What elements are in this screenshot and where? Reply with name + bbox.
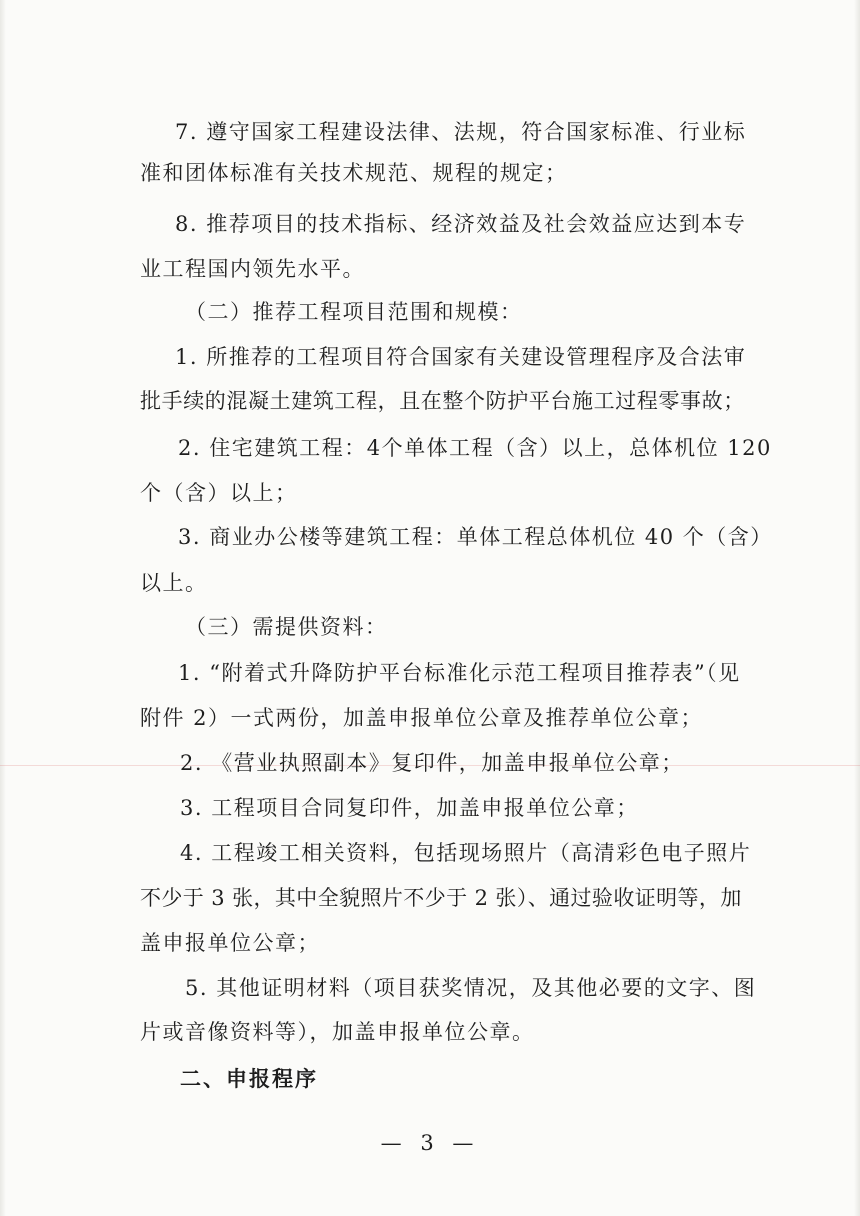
subsection-heading: （三）需提供资料：	[185, 615, 388, 639]
text-line: 片或音像资料等），加盖申报单位公章。	[140, 1020, 535, 1044]
page-edge-left	[0, 0, 6, 1216]
text-line: 3. 商业办公楼等建筑工程：单体工程总体机位 40 个（含）	[178, 525, 773, 549]
text-line: 1. 所推荐的工程项目符合国家有关建设管理程序及合法审	[175, 345, 747, 369]
text-line: 以上。	[140, 571, 208, 595]
text-line: 7. 遵守国家工程建设法律、法规，符合国家标准、行业标	[175, 120, 747, 144]
text-line: 盖申报单位公章；	[140, 931, 320, 955]
text-line: 附件 2）一式两份，加盖申报单位公章及推荐单位公章；	[140, 706, 704, 730]
text-line: 5. 其他证明材料（项目获奖情况，及其他必要的文字、图	[185, 976, 757, 1000]
subsection-heading: （二）推荐工程项目范围和规模：	[185, 300, 523, 324]
page-number: — 3 —	[380, 1131, 480, 1155]
text-line: 业工程国内领先水平。	[140, 257, 365, 281]
text-line: 1. “附着式升降防护平台标准化示范工程项目推荐表”（见	[178, 661, 741, 685]
text-line: 4. 工程竣工相关资料，包括现场照片（高清彩色电子照片	[180, 841, 752, 865]
text-line: 不少于 3 张，其中全貌照片不少于 2 张）、通过验收证明等，加	[140, 886, 742, 910]
text-line: 3. 工程项目合同复印件，加盖申报单位公章；	[180, 796, 639, 820]
page-edge-right	[854, 0, 860, 1216]
section-heading: 二、申报程序	[180, 1067, 318, 1091]
text-line: 2. 住宅建筑工程：4个单体工程（含）以上，总体机位 120	[178, 436, 772, 460]
text-line: 2. 《营业执照副本》复印件，加盖申报单位公章；	[180, 751, 684, 775]
text-line: 个（含）以上；	[140, 481, 298, 505]
text-line: 批手续的混凝土建筑工程，且在整个防护平台施工过程零事故；	[140, 389, 745, 413]
text-line: 准和团体标准有关技术规范、规程的规定；	[140, 161, 568, 185]
text-line: 8. 推荐项目的技术指标、经济效益及社会效益应达到本专	[175, 212, 747, 236]
